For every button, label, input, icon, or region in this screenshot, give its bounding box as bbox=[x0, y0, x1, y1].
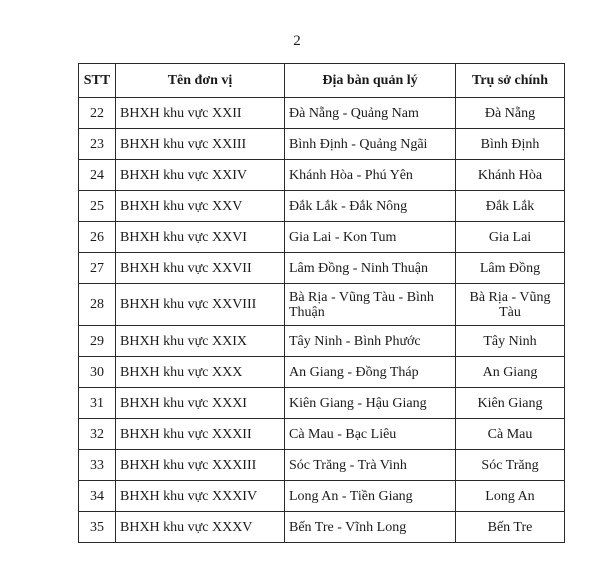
cell-stt: 34 bbox=[79, 481, 116, 512]
cell-headquarters: Sóc Trăng bbox=[456, 450, 565, 481]
cell-unit-name: BHXH khu vực XXXIII bbox=[116, 450, 285, 481]
table-row bbox=[79, 419, 565, 450]
cell-stt: 35 bbox=[79, 512, 116, 543]
cell-managed-area: Đắk Lắk - Đắk Nông bbox=[285, 191, 456, 222]
header-managed-area: Địa bàn quản lý bbox=[285, 64, 456, 98]
cell-headquarters: Long An bbox=[456, 481, 565, 512]
cell-headquarters: Tây Ninh bbox=[456, 326, 565, 357]
header-unit-name: Tên đơn vị bbox=[116, 64, 285, 98]
table-row bbox=[79, 191, 565, 222]
cell-managed-area: Tây Ninh - Bình Phước bbox=[285, 326, 456, 357]
table-row bbox=[79, 284, 565, 326]
cell-managed-area: Kiên Giang - Hậu Giang bbox=[285, 388, 456, 419]
cell-managed-area: Cà Mau - Bạc Liêu bbox=[285, 419, 456, 450]
cell-unit-name: BHXH khu vực XXV bbox=[116, 191, 285, 222]
cell-stt: 22 bbox=[79, 98, 116, 129]
table-row bbox=[79, 326, 565, 357]
cell-stt: 25 bbox=[79, 191, 116, 222]
cell-stt: 29 bbox=[79, 326, 116, 357]
cell-unit-name: BHXH khu vực XXIII bbox=[116, 129, 285, 160]
cell-stt: 27 bbox=[79, 253, 116, 284]
cell-stt: 26 bbox=[79, 222, 116, 253]
table-row bbox=[79, 98, 565, 129]
cell-unit-name: BHXH khu vực XXX bbox=[116, 357, 285, 388]
header-headquarters: Trụ sở chính bbox=[456, 64, 565, 98]
cell-stt: 31 bbox=[79, 388, 116, 419]
units-table bbox=[78, 63, 565, 543]
cell-unit-name: BHXH khu vực XXXIV bbox=[116, 481, 285, 512]
table-row bbox=[79, 388, 565, 419]
cell-managed-area: Bình Định - Quảng Ngãi bbox=[285, 129, 456, 160]
cell-stt: 28 bbox=[79, 284, 116, 326]
table-row bbox=[79, 129, 565, 160]
cell-headquarters: Bình Định bbox=[456, 129, 565, 160]
page-number: 2 bbox=[293, 33, 301, 49]
cell-stt: 23 bbox=[79, 129, 116, 160]
cell-headquarters: An Giang bbox=[456, 357, 565, 388]
cell-unit-name: BHXH khu vực XXXV bbox=[116, 512, 285, 543]
table-row bbox=[79, 450, 565, 481]
header-stt: STT bbox=[79, 64, 116, 98]
cell-stt: 32 bbox=[79, 419, 116, 450]
cell-unit-name: BHXH khu vực XXIX bbox=[116, 326, 285, 357]
table-row bbox=[79, 160, 565, 191]
cell-managed-area: Đà Nẵng - Quảng Nam bbox=[285, 98, 456, 129]
table-row bbox=[79, 357, 565, 388]
table-header-row bbox=[79, 64, 565, 98]
cell-unit-name: BHXH khu vực XXIV bbox=[116, 160, 285, 191]
table-row bbox=[79, 222, 565, 253]
cell-unit-name: BHXH khu vực XXVI bbox=[116, 222, 285, 253]
cell-managed-area: An Giang - Đồng Tháp bbox=[285, 357, 456, 388]
cell-unit-name: BHXH khu vực XXVII bbox=[116, 253, 285, 284]
cell-managed-area: Bến Tre - Vĩnh Long bbox=[285, 512, 456, 543]
cell-headquarters: Gia Lai bbox=[456, 222, 565, 253]
table-row bbox=[79, 481, 565, 512]
table-row bbox=[79, 253, 565, 284]
cell-headquarters: Kiên Giang bbox=[456, 388, 565, 419]
cell-stt: 24 bbox=[79, 160, 116, 191]
cell-managed-area: Long An - Tiền Giang bbox=[285, 481, 456, 512]
cell-managed-area: Khánh Hòa - Phú Yên bbox=[285, 160, 456, 191]
cell-unit-name: BHXH khu vực XXXI bbox=[116, 388, 285, 419]
cell-managed-area: Bà Rịa - Vũng Tàu - Bình Thuận bbox=[285, 284, 456, 326]
cell-headquarters: Bến Tre bbox=[456, 512, 565, 543]
cell-headquarters: Cà Mau bbox=[456, 419, 565, 450]
cell-headquarters: Bà Rịa - Vũng Tàu bbox=[456, 284, 565, 326]
cell-headquarters: Khánh Hòa bbox=[456, 160, 565, 191]
cell-unit-name: BHXH khu vực XXVIII bbox=[116, 284, 285, 326]
cell-headquarters: Đắk Lắk bbox=[456, 191, 565, 222]
cell-unit-name: BHXH khu vực XXII bbox=[116, 98, 285, 129]
cell-headquarters: Đà Nẵng bbox=[456, 98, 565, 129]
cell-headquarters: Lâm Đồng bbox=[456, 253, 565, 284]
table-row bbox=[79, 512, 565, 543]
cell-managed-area: Sóc Trăng - Trà Vinh bbox=[285, 450, 456, 481]
cell-managed-area: Gia Lai - Kon Tum bbox=[285, 222, 456, 253]
cell-stt: 30 bbox=[79, 357, 116, 388]
cell-stt: 33 bbox=[79, 450, 116, 481]
cell-managed-area: Lâm Đồng - Ninh Thuận bbox=[285, 253, 456, 284]
cell-unit-name: BHXH khu vực XXXII bbox=[116, 419, 285, 450]
